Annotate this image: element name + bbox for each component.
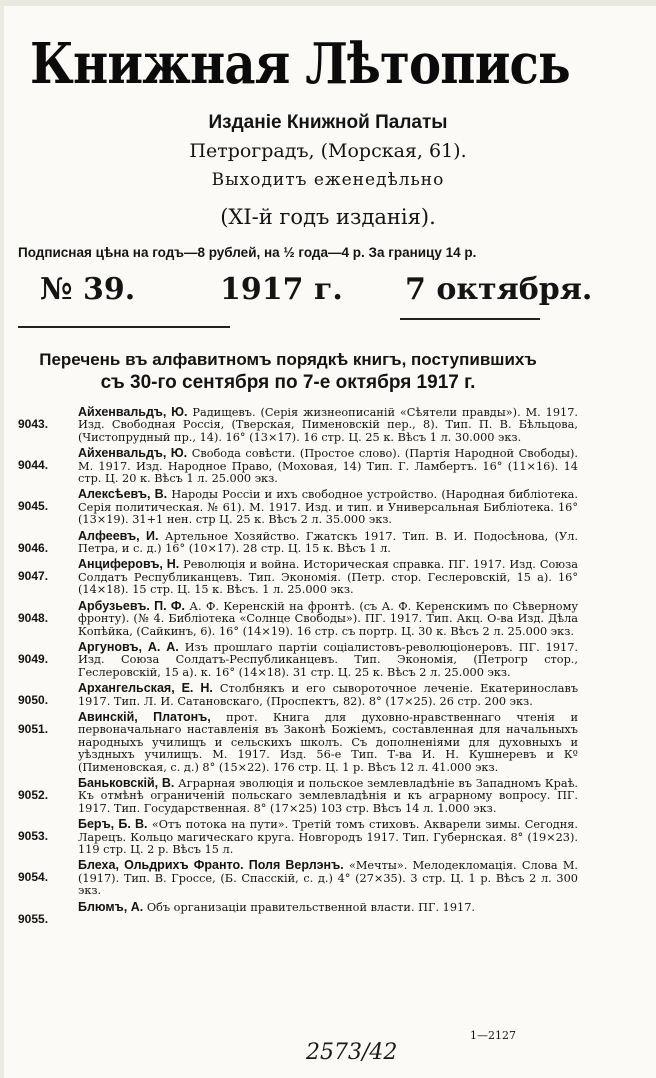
entry-text: прот. Книга для духовно-нравственнаго чтенія и первоначальнаго наставленія въ Законѣ Божіемъ, составленная для начальныхъ народныхъ училищъ и сельскихъ школъ. Съ дополненіями для духовныхъ и уѣздныхъ училищъ. М. 1917. Изд. 56-е Тип. Т-ва И. Н. Кушнеревъ и Кº (Пименовская, с. д.) 8° (15×22). 176 стр. Ц. 1 р. Вѣсъ 12 л. 41.000 экз. xyxy=(78,710,578,774)
masthead-title: Книжная Лѣтопись xyxy=(30,31,570,97)
entry-body xyxy=(78,558,578,596)
entry-author: Анциферовъ, Н. xyxy=(78,557,180,572)
entry-text: А. Ф. Керенскій на фронтѣ. (съ А. Ф. Керенскимъ по Сѣверному фронту). (№ 4. Библіотека «Солнце Свободы»). ПГ. 1917. Тип. Акц. О-ва Изд. Дѣла Копѣйка, (Сайкинъ, 6). 16° (14×19). 16 стр. съ портр. Ц. 30 к. Вѣсъ 2 л. 25.000 экз. xyxy=(78,599,579,638)
list-item xyxy=(18,600,578,638)
subscription-price: Подписная цѣна на годъ—8 рублей, на ½ года—4 р. За границу 14 р. xyxy=(18,245,477,260)
book-entries-list xyxy=(18,405,579,926)
list-item xyxy=(18,641,578,679)
entry-text: Объ организаціи правительственной власти. ПГ. 1917. xyxy=(146,900,475,914)
list-heading-line2: съ 30-го сентября по 7-е октября 1917 г. xyxy=(100,372,476,393)
entry-author: Баньковскій, В. xyxy=(78,775,175,790)
entry-body xyxy=(78,447,578,485)
list-heading-line1: Перечень въ алфавитномъ порядкѣ книгъ, поступившихъ xyxy=(39,350,537,369)
list-item xyxy=(18,777,578,815)
list-item xyxy=(18,488,578,526)
entry-number: 9044. xyxy=(18,458,49,473)
entry-body xyxy=(78,406,578,444)
entry-text: «Мечты». Мелодекломація. Слова М. (1917). Тип. В. Гроссе, (Б. Спасскій, с. д.) 4° (27×35). 3 стр. Ц. 1 р. Вѣсъ 2 л. 300 экз. xyxy=(78,859,579,898)
issue-date: 7 октября. xyxy=(405,272,593,307)
entry-number: 9054. xyxy=(18,870,49,885)
entry-number: 9051. xyxy=(18,721,49,736)
entry-author: Блюмъ, А. xyxy=(78,899,144,914)
entry-text: «Отъ потока на пути». Третій томъ стиховъ. Акварели зимы. Сегодня. Ларецъ. Кольцо магическаго круга. Новгородъ 1917. Тип. Губернская. 8° (19×23). 119 стр. Ц. 2 р. Вѣсъ 15 л. xyxy=(78,818,579,856)
list-item xyxy=(18,899,578,926)
entry-author: Аргуновъ, А. А. xyxy=(78,639,179,654)
entry-number: 9046. xyxy=(18,540,49,555)
entry-text: Изъ прошлаго партіи соціалистовъ-революціонеровъ. ПГ. 1917. Изд. Союза Солдатъ-Республиканцевъ. Тип. Экономія, (Петрогр стор., Геслеровскій, 15 а). к. 16° (14×18). 31 стр. Ц. 25 к. Вѣсъ 2 л. 25.000 экз. xyxy=(78,640,578,679)
handwritten-note: 2573/42 xyxy=(306,1040,398,1065)
year-of-issue-line: (XI-й годъ изданія). xyxy=(220,205,436,229)
list-item xyxy=(18,406,578,444)
entry-text: Народы Россіи и ихъ свободное устройство. (Народная библіотека. Серія политическая. № 61). М. 1917. Изд. и тип. и Универсальная Библіотека. 16° (13×19). 31+1 нен. стр Ц. 25 к. Вѣсъ 2 л. 35.000 экз. xyxy=(78,488,579,527)
entry-number: 9050. xyxy=(18,693,49,708)
list-item xyxy=(18,711,578,774)
entry-body xyxy=(78,818,578,856)
address-line: Петроградъ, (Морская, 61). xyxy=(189,140,467,162)
entry-number: 9055. xyxy=(18,911,49,926)
entry-author: Айхенвальдъ, Ю. xyxy=(78,446,188,461)
entry-number: 9043. xyxy=(18,417,49,431)
scan-edge-top xyxy=(0,0,656,6)
footer-code: 1—2127 xyxy=(470,1029,516,1042)
issue-number: № 39. xyxy=(40,272,136,307)
entry-text: Артельное Хозяйство. Гжатскъ 1917. Тип. В. И. Подосѣнова, (Ул. Петра, и с. д.) 16° (10×17). 28 стр. Ц. 15 к. Вѣсъ 1 л. xyxy=(78,529,578,556)
entry-body xyxy=(78,901,578,914)
entry-author: Авинскій, Платонъ, xyxy=(78,709,211,724)
list-item xyxy=(18,682,578,708)
entry-body xyxy=(78,777,578,815)
header-rule-right xyxy=(400,318,540,320)
header-rule-left xyxy=(18,326,230,328)
entry-number: 9052. xyxy=(18,787,49,802)
issue-year: 1917 г. xyxy=(220,272,343,307)
entry-author: Алексѣевъ, В. xyxy=(78,487,168,502)
entry-body xyxy=(78,711,578,774)
entry-body xyxy=(78,682,578,708)
list-item xyxy=(18,818,578,856)
publisher-line: Изданіе Книжной Палаты xyxy=(208,112,448,133)
entry-number: 9049. xyxy=(18,651,49,666)
entry-text: Свобода совѣсти. (Простое слово). (Партія Народной Свободы). М. 1917. Изд. Народное Право, (Моховая, 14) Тип. Г. Ламбертъ. 16° (11×16). 14 стр. Ц. 20 к. Вѣсъ 1 л. 25.000 экз. xyxy=(78,447,579,486)
entry-author: Архангельская, Е. Н. xyxy=(78,681,213,696)
entry-number: 9053. xyxy=(18,829,49,844)
entry-text: Радищевъ. (Серія жизнеописаній «Сѣятели правды»). М. 1917. Изд. Свободная Россія, (Тверская, Пименовскій пер., 8). Тип. П. В. Бѣльцова, (Чистопрудный пр., 14). 16° (13×17). 16 стр. Ц. 25 к. Вѣсъ 1 л. 30.000 экз. xyxy=(78,406,578,444)
list-item xyxy=(18,447,578,485)
entry-body xyxy=(78,530,578,556)
entry-text: Аграрная эволюція и польское землевладѣніе въ Западномъ Краѣ. Къ отмѣнѣ ограниченій польскаго землевладѣнія и къ аграрному вопросу. ПГ. 1917. Тип. Государственная. 8° (17×25) 103 стр. Вѣсъ 14 л. 1.000 экз. xyxy=(78,776,578,815)
entry-author: Беръ, Б. В. xyxy=(78,817,148,832)
entry-body xyxy=(78,859,578,897)
entry-number: 9045. xyxy=(18,499,49,514)
frequency-line: Выходитъ еженедѣльно xyxy=(211,170,445,190)
entry-body xyxy=(78,641,578,679)
entry-author: Алфеевъ, И. xyxy=(78,528,159,543)
list-item xyxy=(18,558,578,596)
entry-author: Блеха, Ольдрихъ Франто. Поля Верлэнъ. xyxy=(78,858,344,873)
entry-author: Айхенвальдъ, Ю. xyxy=(78,405,188,419)
entry-body xyxy=(78,600,578,638)
entry-text: Революція и война. Историческая справка. ПГ. 1917. Изд. Союза Солдатъ Республиканцевъ. Тип. Экономія. (Петр. стор. Геслеровскій, 15 а). 16° (14×18). 15 стр. Ц. 15 к. Вѣсъ. 1 л. 25.000 экз. xyxy=(78,558,578,597)
entry-number: 9047. xyxy=(18,569,49,584)
entry-text: Столбнякъ и его сывороточное леченіе. Екатеринославъ 1917. Тип. Л. И. Сатановскаго, (Проспектъ, 82). 8° (17×25). 26 стр. 200 экз. xyxy=(78,682,579,708)
entry-number: 9048. xyxy=(18,610,49,625)
list-item xyxy=(18,530,578,556)
entry-body xyxy=(78,488,578,526)
list-item xyxy=(18,859,578,897)
entry-author: Арбузьевъ. П. Ф. xyxy=(78,598,185,613)
